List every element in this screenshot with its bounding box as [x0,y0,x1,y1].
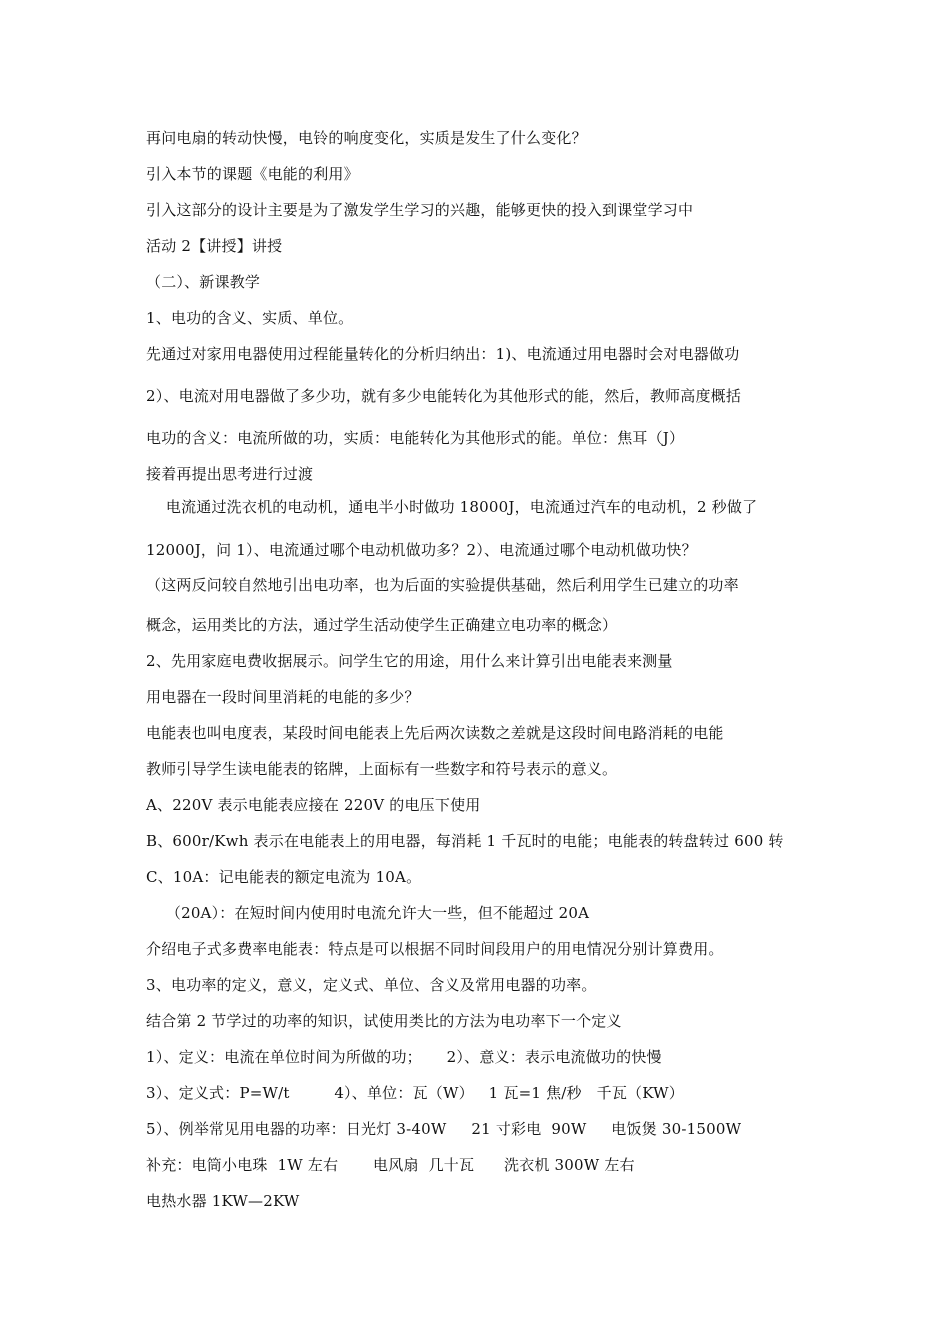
text-line: 2）、电流对用电器做了多少功，就有多少电能转化为其他形式的能，然后，教师高度概括 [146,387,742,405]
text-line: B、600r/Kwh 表示在电能表上的用电器，每消耗 1 千瓦时的电能；电能表的转盘转过 600 转 [146,832,784,850]
text-line: A、220V 表示电能表应接在 220V 的电压下使用 [146,796,481,814]
text-line: 电流通过洗衣机的电动机，通电半小时做功 18000J，电流通过汽车的电动机，2 秒做了 [146,498,758,516]
text-line: 介绍电子式多费率电能表：特点是可以根据不同时间段用户的用电情况分别计算费用。 [146,940,724,958]
text-line: 3、电功率的定义，意义，定义式、单位、含义及常用电器的功率。 [146,976,597,994]
text-line: （20A）：在短时间内使用时电流允许大一些，但不能超过 20A [146,904,590,922]
text-line: C、10A：记电能表的额定电流为 10A。 [146,868,422,886]
section-heading: 活动 2【讲授】讲授 [146,237,283,255]
text-line: 引入本节的课题《电能的利用》 [146,165,359,183]
text-line: 先通过对家用电器使用过程能量转化的分析归纳出：1)、电流通过用电器时会对电器做功 [146,345,740,363]
text-line: 5）、例举常见用电器的功率：日光灯 3-40W 21 寸彩电 90W 电饭煲 30-1500W [146,1120,742,1138]
text-line: 1、电功的含义、实质、单位。 [146,309,354,327]
text-line: （这两反问较自然地引出电功率，也为后面的实验提供基础，然后利用学生已建立的功率 [146,576,739,594]
text-line: 用电器在一段时间里消耗的电能的多少？ [146,688,420,706]
text-line: 引入这部分的设计主要是为了激发学生学习的兴趣，能够更快的投入到课堂学习中 [146,201,694,219]
text-line: 再问电扇的转动快慢，电铃的响度变化，实质是发生了什么变化？ [146,129,587,147]
text-line: 12000J，问 1）、电流通过哪个电动机做功多？2）、电流通过哪个电动机做功快？ [146,541,697,559]
text-line: 接着再提出思考进行过渡 [146,465,314,483]
text-line: 1）、定义：电流在单位时间为所做的功； 2）、意义：表示电流做功的快慢 [146,1048,662,1066]
text-line: 2、先用家庭电费收据展示。问学生它的用途，用什么来计算引出电能表来测量 [146,652,673,670]
section-heading: （二）、新课教学 [146,273,261,291]
text-line: 3）、定义式：P=W/t 4）、单位：瓦（W） 1 瓦=1 焦/秒 千瓦（KW） [146,1084,684,1102]
text-line: 教师引导学生读电能表的铭牌，上面标有一些数字和符号表示的意义。 [146,760,618,778]
text-line: 电功的含义：电流所做的功，实质：电能转化为其他形式的能。单位：焦耳（J） [146,429,685,447]
text-line: 结合第 2 节学过的功率的知识，试使用类比的方法为电功率下一个定义 [146,1012,622,1030]
text-line: 概念，运用类比的方法，通过学生活动使学生正确建立电功率的概念） [146,616,618,634]
text-line: 补充：电筒小电珠 1W 左右 电风扇 几十瓦 洗衣机 300W 左右 [146,1156,635,1174]
text-line: 电能表也叫电度表，某段时间电能表上先后两次读数之差就是这段时间电路消耗的电能 [146,724,724,742]
text-line: 电热水器 1KW—2KW [146,1192,300,1210]
